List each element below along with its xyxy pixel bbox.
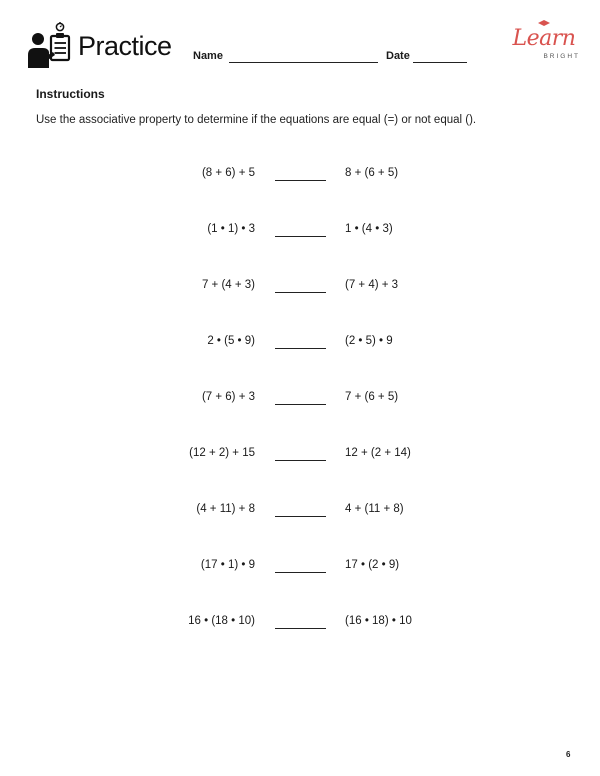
problem-row: [0, 167, 600, 187]
right-expression: 7 + (6 + 5): [345, 391, 399, 403]
problem-row: [0, 391, 600, 411]
left-expression: 7 + (4 + 3): [201, 279, 255, 291]
date-label: Date: [386, 50, 410, 62]
left-expression: (1 • 1) • 3: [207, 223, 255, 235]
right-expression: (2 • 5) • 9: [345, 335, 393, 347]
problem-row: [0, 503, 600, 523]
name-blank-line[interactable]: [229, 62, 378, 63]
problem-row: [0, 335, 600, 355]
instructions-text: Use the associative property to determine if the equations are equal (=) or not equal ().: [36, 114, 477, 126]
name-label: Name: [193, 50, 223, 62]
left-expression: (7 + 6) + 3: [201, 391, 255, 403]
answer-blank[interactable]: [275, 516, 326, 517]
right-expression: (7 + 4) + 3: [345, 279, 399, 291]
right-expression: 1 • (4 • 3): [345, 223, 393, 235]
right-expression: (16 • 18) • 10: [345, 615, 412, 627]
logo-subtitle: BRIGHT: [543, 53, 580, 60]
instructions-heading: Instructions: [36, 87, 105, 101]
problem-row: [0, 279, 600, 299]
problem-row: [0, 447, 600, 467]
learn-bright-logo: [508, 26, 580, 66]
right-expression: 12 + (2 + 14): [345, 447, 411, 459]
problem-row: [0, 559, 600, 579]
page-number: 6: [566, 750, 571, 759]
left-expression: 16 • (18 • 10): [188, 615, 255, 627]
answer-blank[interactable]: [275, 572, 326, 573]
answer-blank[interactable]: [275, 292, 326, 293]
person-clipboard-icon: [27, 22, 73, 70]
answer-blank[interactable]: [275, 628, 326, 629]
left-expression: (12 + 2) + 15: [189, 447, 255, 459]
left-expression: (8 + 6) + 5: [201, 167, 255, 179]
answer-blank[interactable]: [275, 460, 326, 461]
problem-row: [0, 223, 600, 243]
date-blank-line[interactable]: [413, 62, 467, 63]
answer-blank[interactable]: [275, 180, 326, 181]
right-expression: 17 • (2 • 9): [345, 559, 400, 571]
left-expression: (4 + 11) + 8: [196, 503, 255, 515]
answer-blank[interactable]: [275, 404, 326, 405]
right-expression: 4 + (11 + 8): [345, 503, 404, 515]
page-title: Practice: [78, 31, 172, 61]
worksheet-header: [0, 0, 600, 80]
logo-wordmark: Learn: [512, 26, 576, 51]
left-expression: (17 • 1) • 9: [200, 559, 255, 571]
answer-blank[interactable]: [275, 236, 326, 237]
problem-row: [0, 615, 600, 635]
left-expression: 2 • (5 • 9): [207, 335, 255, 347]
answer-blank[interactable]: [275, 348, 326, 349]
right-expression: 8 + (6 + 5): [345, 167, 399, 179]
